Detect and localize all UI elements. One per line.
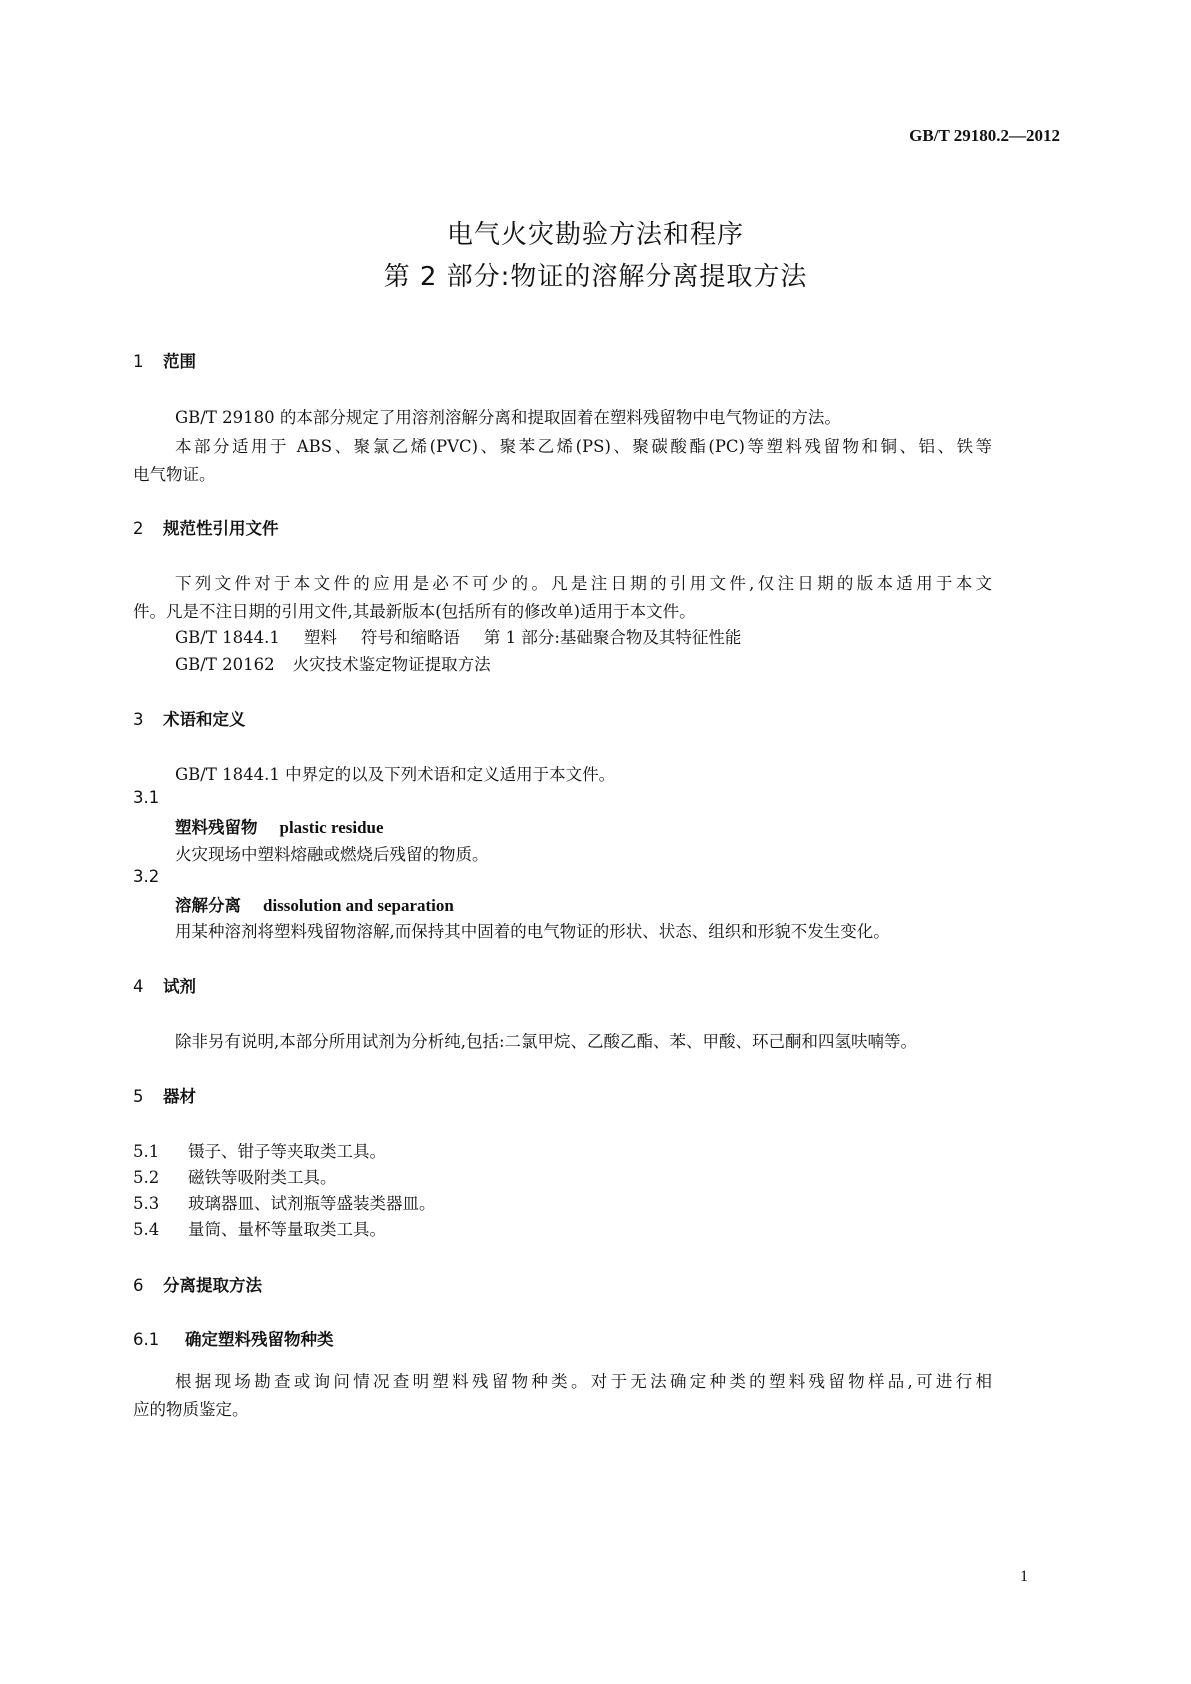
paragraph: GB/T 29180 的本部分规定了用溶剂溶解分离和提取固着在塑料残留物中电气物证的方法。 [175,408,841,427]
item-number: 5.1 [133,1142,160,1161]
item-number: 5.3 [133,1194,160,1213]
paragraph-continuation: 电气物证。 [133,465,216,484]
section-title: 术语和定义 [163,710,246,729]
section-6-heading [133,1272,262,1296]
paragraph-continuation: 应的物质鉴定。 [133,1400,249,1419]
list-item [133,1190,436,1214]
document-title-line1: 电气火灾勘验方法和程序 [446,220,744,250]
item-text: 磁铁等吸附类工具。 [188,1168,337,1187]
section-number: 4 [133,977,144,996]
term-definition: 火灾现场中塑料熔融或燃烧后残留的物质。 [175,845,489,864]
section-1-heading [133,348,196,372]
section-title: 分离提取方法 [163,1276,262,1295]
term-entry [175,814,384,838]
standard-code: GB/T 29180.2—2012 [909,126,1060,145]
section-2-heading [133,515,279,539]
reference-title-part: 第 1 部分:基础聚合物及其特征性能 [483,628,742,647]
term-en: plastic residue [279,818,384,837]
subsection-number: 6.1 [133,1330,160,1349]
paragraph: 根据现场勘查或询问情况查明塑料残留物种类。对于无法确定种类的塑料残留物样品,可进行相 [175,1372,992,1391]
paragraph: 除非另有说明,本部分所用试剂为分析纯,包括:二氯甲烷、乙酸乙酯、苯、甲酸、环己酮和四氢呋喃等。 [175,1032,918,1051]
item-text: 量筒、量杯等量取类工具。 [188,1220,386,1239]
list-item [133,1216,386,1240]
list-item [133,1164,337,1188]
term-number: 3.1 [133,788,160,807]
section-title: 器材 [163,1087,196,1106]
term-en: dissolution and separation [263,896,454,915]
item-number: 5.4 [133,1220,160,1239]
section-number: 3 [133,710,144,729]
paragraph: 下列文件对于本文件的应用是必不可少的。凡是注日期的引用文件,仅注日期的版本适用于本文 [175,574,992,593]
term-zh: 溶解分离 [175,896,241,915]
section-title: 试剂 [163,977,196,996]
item-text: 玻璃器皿、试剂瓶等盛装类器皿。 [188,1194,436,1213]
term-entry [175,892,454,916]
reference-title-part: 塑料 [303,628,337,647]
document-title-line2: 第 2 部分:物证的溶解分离提取方法 [383,262,808,292]
section-title: 范围 [163,352,196,371]
subsection-title: 确定塑料残留物种类 [185,1330,334,1349]
section-number: 2 [133,519,144,538]
reference-code: GB/T 1844.1 [175,628,280,647]
reference-title-part: 符号和缩略语 [360,628,460,647]
term-zh: 塑料残留物 [175,818,258,837]
list-item [133,1138,386,1162]
section-3-heading [133,706,246,730]
section-title: 规范性引用文件 [163,519,279,538]
normative-reference [175,624,741,648]
reference-title: 火灾技术鉴定物证提取方法 [292,655,491,674]
reference-code: GB/T 20162 [175,655,275,674]
section-number: 6 [133,1276,144,1295]
section-number: 5 [133,1087,144,1106]
section-4-heading [133,973,196,997]
section-5-heading [133,1083,196,1107]
paragraph-continuation: 件。凡是不注日期的引用文件,其最新版本(包括所有的修改单)适用于本文件。 [133,602,696,621]
normative-reference [175,651,491,675]
section-number: 1 [133,352,144,371]
paragraph: 本部分适用于 ABS、聚氯乙烯(PVC)、聚苯乙烯(PS)、聚碳酸酯(PC)等塑料残留物和铜、铝、铁等 [175,437,992,456]
subsection-6-1-heading [133,1326,334,1350]
paragraph: GB/T 1844.1 中界定的以及下列术语和定义适用于本文件。 [175,765,616,784]
term-number: 3.2 [133,867,160,886]
term-definition: 用某种溶剂将塑料残留物溶解,而保持其中固着的电气物证的形状、状态、组织和形貌不发生变化。 [175,922,890,941]
page-number: 1 [1020,1568,1028,1585]
item-number: 5.2 [133,1168,160,1187]
item-text: 镊子、钳子等夹取类工具。 [188,1142,386,1161]
